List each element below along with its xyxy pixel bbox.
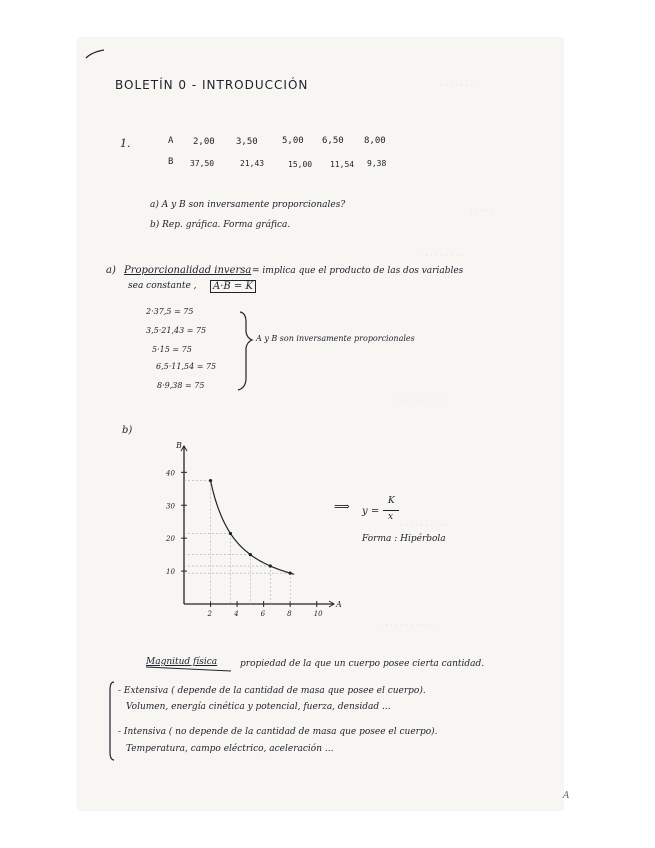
y-tick-label: 20 xyxy=(166,535,175,544)
data-point xyxy=(289,572,292,575)
equation-left: y = xyxy=(362,506,380,517)
y-tick-label: 10 xyxy=(166,568,175,577)
equation-numerator: K xyxy=(388,496,395,506)
extensiva-line: - Extensiva ( depende de la cantidad de masa que posee el cuerpo). xyxy=(118,686,426,696)
row-a-value: 3,50 xyxy=(236,137,258,147)
definition-line: = implica que el producto de las dos variables xyxy=(252,266,464,276)
magnitud-definition: propiedad de la que un cuerpo posee cierta cantidad. xyxy=(240,659,485,669)
page-title: BOLETÍN 0 - INTRODUCCIÓN xyxy=(115,78,309,92)
proportionality-conclusion: A y B son inversamente proporcionales xyxy=(256,334,415,343)
answer-a-label: a) xyxy=(106,265,116,276)
product-line: 3,5·21,43 = 75 xyxy=(146,326,207,335)
bleed-through-text: · · · · · · · · · · · xyxy=(380,620,434,629)
intensiva-examples: Temperatura, campo eléctrico, aceleración ... xyxy=(126,744,334,754)
product-line: 6,5·11,54 = 75 xyxy=(156,362,217,371)
x-tick-label: 4 xyxy=(234,610,239,618)
row-a-value: 6,50 xyxy=(322,136,344,146)
row-a-value: 2,00 xyxy=(193,137,215,147)
y-tick-label: 30 xyxy=(166,502,175,511)
product-line: 5·15 = 75 xyxy=(152,345,192,354)
shape-description: Forma : Hipérbola xyxy=(362,534,446,544)
equation-denominator: x xyxy=(388,512,394,522)
hyperbola-curve xyxy=(211,481,295,575)
bleed-through-text: · · · · · xyxy=(470,205,493,214)
row-b-value: 9,38 xyxy=(367,159,387,168)
bleed-through-text: · · · · · · · · · · xyxy=(400,520,449,529)
row-a-value: 8,00 xyxy=(364,136,386,146)
product-line: 8·9,38 = 75 xyxy=(157,381,205,390)
bleed-through-text: · · · · · · · · xyxy=(440,80,479,89)
row-b-label: B xyxy=(168,157,174,167)
bleed-through-text: · · · · · · · · · xyxy=(420,250,464,259)
data-point xyxy=(269,564,272,567)
data-point xyxy=(249,553,252,556)
row-a-value: 5,00 xyxy=(282,136,304,146)
exercise-number: 1. xyxy=(120,137,131,150)
y-axis-label: B xyxy=(176,441,182,450)
implication-arrow: ⟹ xyxy=(334,500,350,513)
x-tick-label: 8 xyxy=(287,610,292,618)
definition-line: sea constante , xyxy=(128,281,197,291)
x-tick-label: 2 xyxy=(207,610,213,618)
magnitud-heading: Magnitud física xyxy=(146,657,218,667)
x-tick-label: 10 xyxy=(313,610,323,618)
data-point xyxy=(209,479,212,482)
x-tick-label: 6 xyxy=(260,610,266,618)
product-line: 2·37,5 = 75 xyxy=(146,307,194,316)
row-b-value: 37,50 xyxy=(190,159,215,168)
question-b: b) Rep. gráfica. Forma gráfica. xyxy=(150,220,291,230)
bleed-through-text: · · · · · · · · · · xyxy=(395,395,444,404)
data-point xyxy=(229,532,232,535)
row-b-value: 21,43 xyxy=(240,159,265,168)
row-b-value: 15,00 xyxy=(288,160,313,169)
question-a: a) A y B son inversamente proporcionales? xyxy=(150,200,346,210)
row-b-value: 11,54 xyxy=(330,160,355,169)
fraction-bar xyxy=(383,510,399,511)
constant-product-formula: A·B = K xyxy=(210,280,256,293)
row-a-label: A xyxy=(168,136,174,146)
extensiva-examples: Volumen, energía cinética y potencial, fuerza, densidad ... xyxy=(126,702,391,712)
x-axis-label: A xyxy=(336,600,342,609)
page-corner-mark: A xyxy=(563,791,570,801)
intensiva-line: - Intensiva ( no depende de la cantidad de masa que posee el cuerpo). xyxy=(118,727,438,737)
answer-b-label: b) xyxy=(122,425,133,436)
y-tick-label: 40 xyxy=(166,469,175,478)
inverse-proportionality-heading: Proporcionalidad inversa xyxy=(124,265,252,276)
